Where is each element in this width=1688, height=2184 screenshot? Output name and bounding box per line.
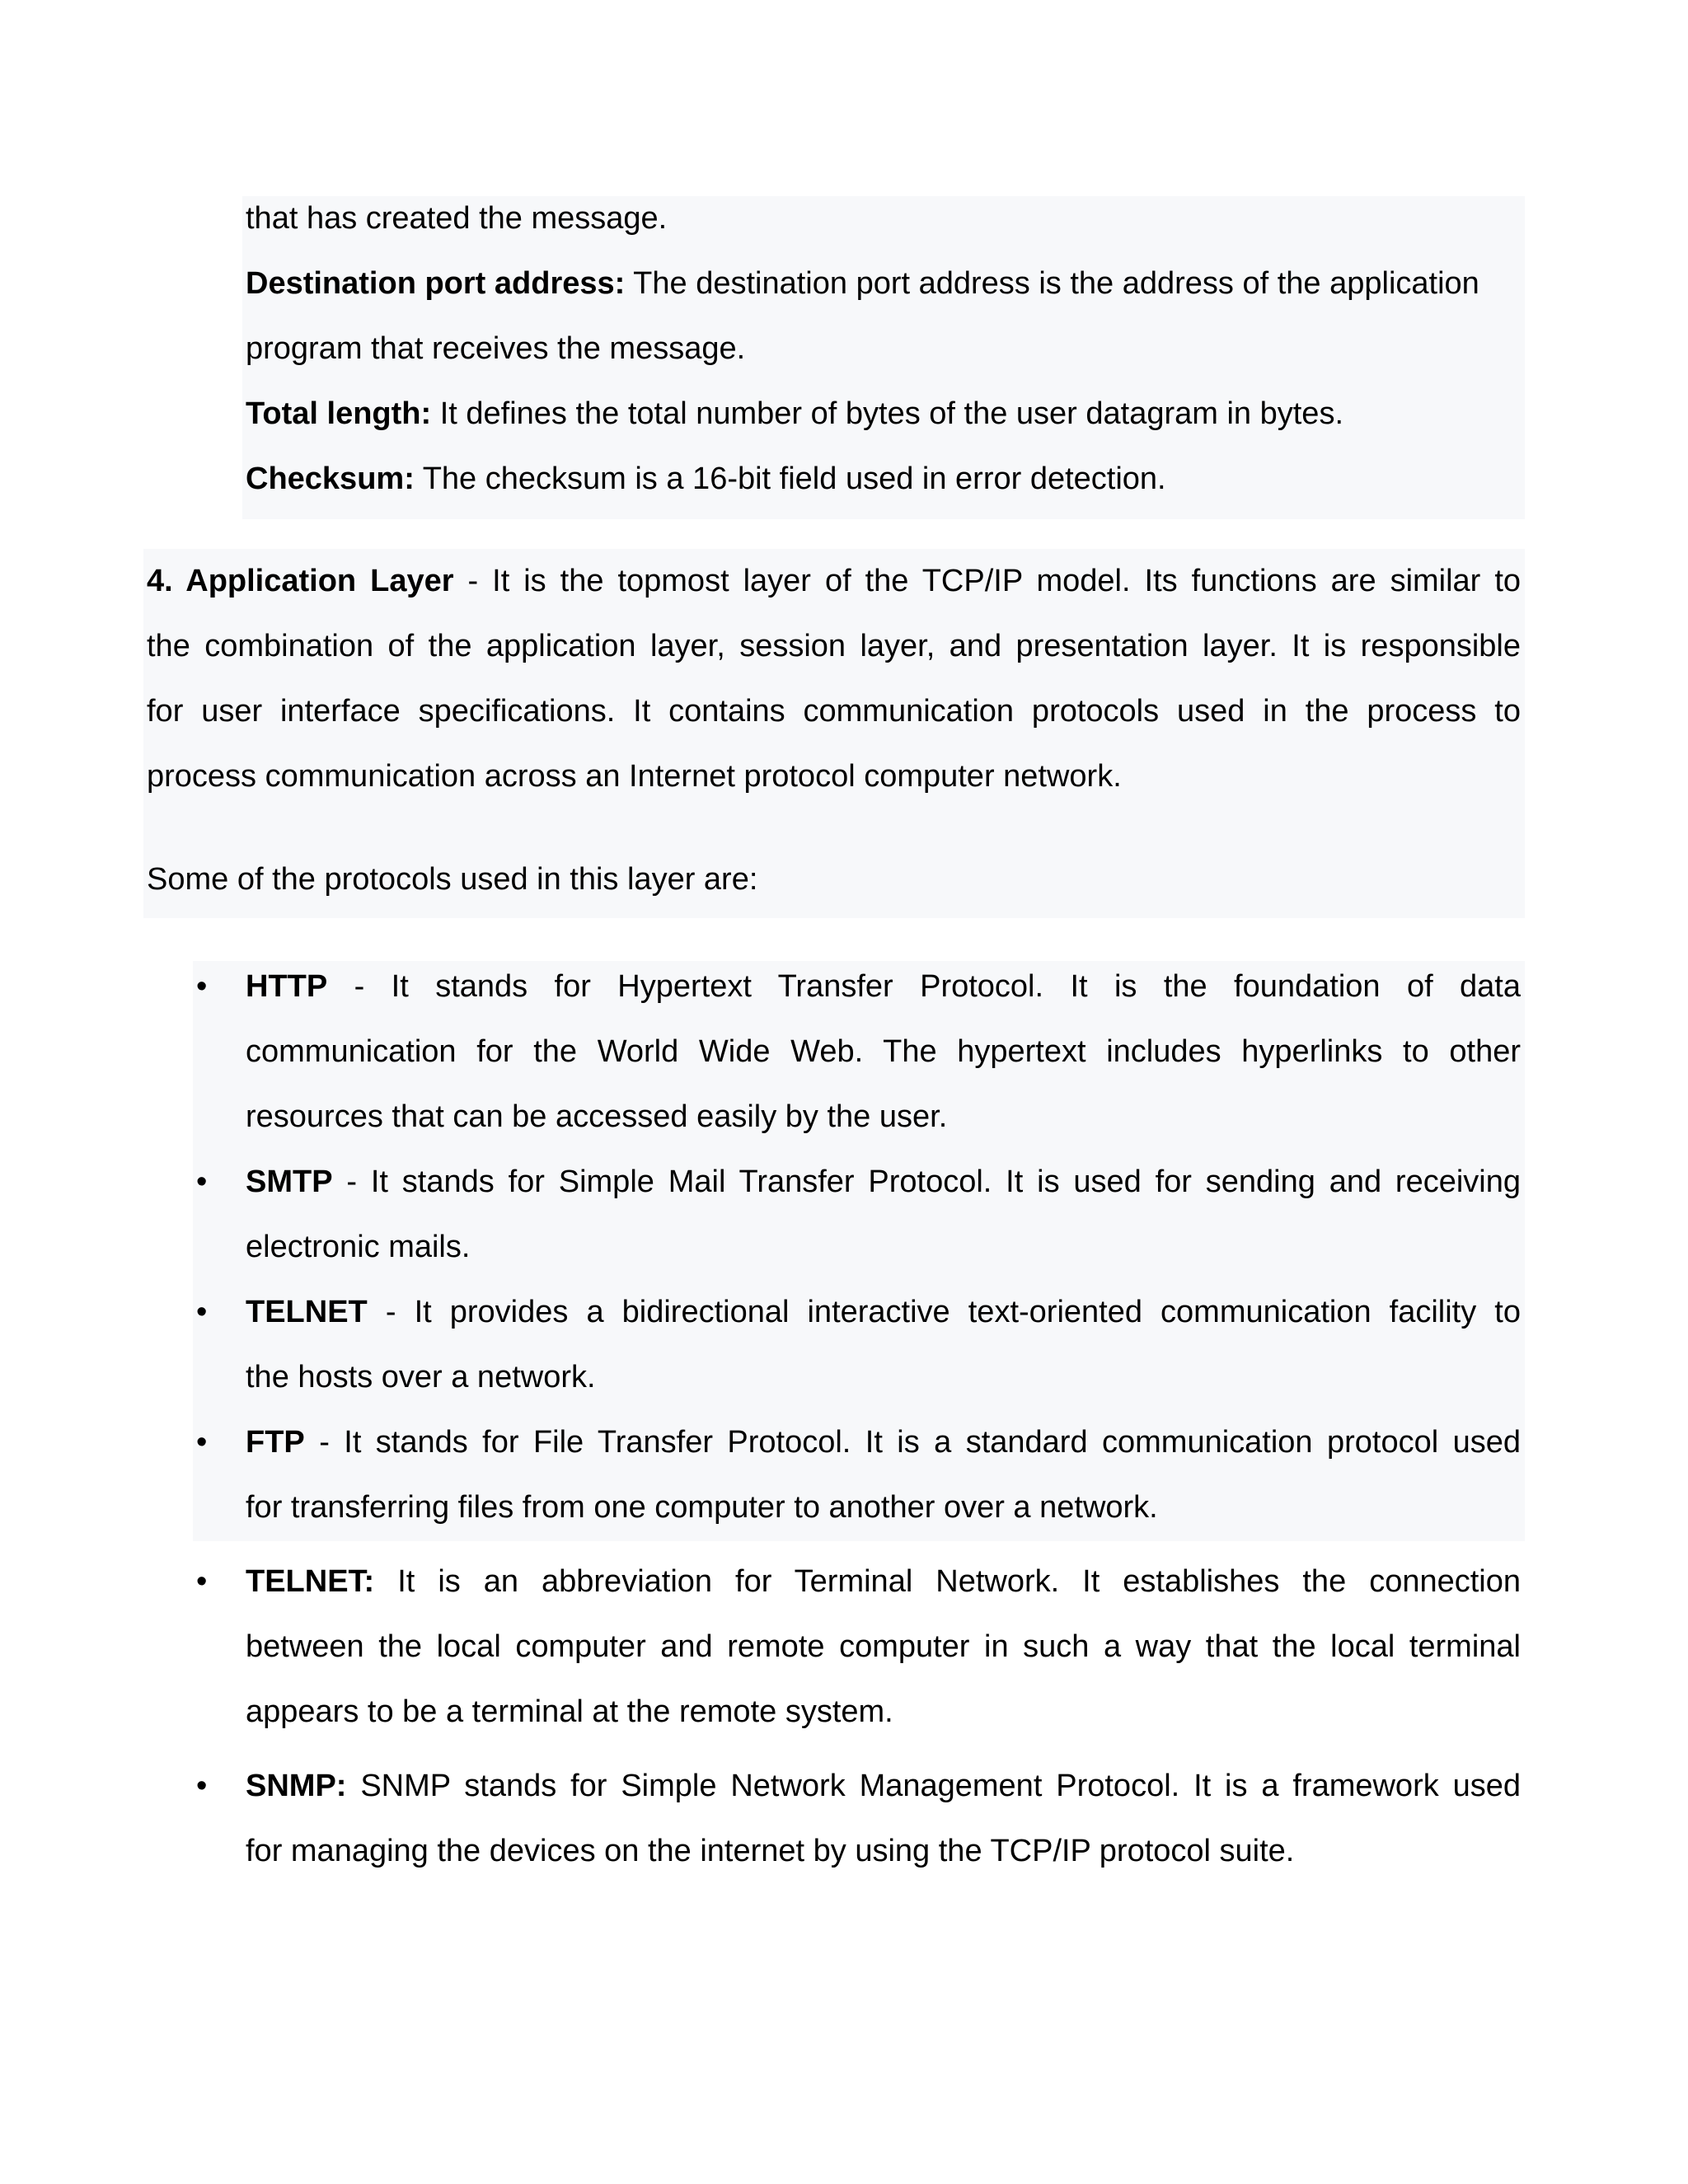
checksum-line: Checksum: The checksum is a 16-bit field used in error detection.: [246, 462, 1166, 496]
checksum-label: Checksum:: [246, 462, 415, 496]
protocol-http-line1: HTTP - It stands for Hypertext Transfer Protocol. It is the foundation of data: [246, 969, 1521, 1004]
protocol-ftp-line1: FTP - It stands for File Transfer Protocol. It is a standard communication protocol used: [246, 1425, 1521, 1460]
bullet-telnet: •: [196, 1295, 208, 1329]
total-length-label: Total length:: [246, 396, 432, 431]
protocol-telnet-name: TELNET: [246, 1295, 368, 1329]
bullet-snmp: •: [196, 1769, 208, 1803]
application-layer-line4: process communication across an Internet protocol computer network.: [147, 759, 1122, 794]
protocols-intro: Some of the protocols used in this layer are:: [147, 862, 758, 897]
protocol-smtp-line2: electronic mails.: [246, 1230, 471, 1264]
bullet-ftp: •: [196, 1425, 208, 1460]
application-layer-line3: for user interface specifications. It contains communication protocols used in the process to: [147, 694, 1521, 729]
protocol-http-name: HTTP: [246, 969, 328, 1004]
protocol-terminal-network-name: TELNET:: [246, 1564, 375, 1599]
bullet-terminal-network: •: [196, 1564, 208, 1599]
protocol-smtp-name: SMTP: [246, 1165, 333, 1199]
destination-port-line2: program that receives the message.: [246, 331, 746, 366]
protocol-snmp-line1: SNMP: SNMP stands for Simple Network Management Protocol. It is a framework used: [246, 1769, 1521, 1803]
application-layer-line2: the combination of the application layer, session layer, and presentation layer. It is responsible: [147, 629, 1521, 663]
source-port-continuation: that has created the message.: [246, 201, 668, 236]
destination-port-line1: Destination port address: The destination port address is the address of the application: [246, 266, 1479, 301]
protocol-terminal-network-line3: appears to be a terminal at the remote system.: [246, 1694, 893, 1729]
protocol-snmp-line2: for managing the devices on the internet by using the TCP/IP protocol suite.: [246, 1834, 1295, 1868]
bullet-http: •: [196, 969, 208, 1004]
protocol-telnet-line1: TELNET - It provides a bidirectional interactive text-oriented communication facility to: [246, 1295, 1521, 1329]
protocol-http-line2: communication for the World Wide Web. The hypertext includes hyperlinks to other: [246, 1034, 1521, 1069]
protocol-terminal-network-line2: between the local computer and remote computer in such a way that the local terminal: [246, 1629, 1521, 1664]
application-layer-line1: 4. Application Layer - It is the topmost layer of the TCP/IP model. Its functions are similar to: [147, 564, 1522, 598]
protocol-http-line3: resources that can be accessed easily by the user.: [246, 1099, 948, 1134]
bullet-smtp: •: [196, 1165, 208, 1199]
destination-port-label: Destination port address:: [246, 266, 626, 301]
protocol-terminal-network-line1: TELNET: It is an abbreviation for Terminal Network. It establishes the connection: [246, 1564, 1521, 1599]
protocol-snmp-name: SNMP:: [246, 1769, 347, 1803]
total-length-line: Total length: It defines the total number of bytes of the user datagram in bytes.: [246, 396, 1343, 431]
protocol-ftp-line2: for transferring files from one computer to another over a network.: [246, 1490, 1158, 1525]
protocol-telnet-line2: the hosts over a network.: [246, 1360, 596, 1394]
protocol-ftp-name: FTP: [246, 1425, 305, 1460]
protocol-smtp-line1: SMTP - It stands for Simple Mail Transfer Protocol. It is used for sending and receiving: [246, 1165, 1521, 1199]
application-layer-heading: 4. Application Layer: [147, 564, 454, 598]
